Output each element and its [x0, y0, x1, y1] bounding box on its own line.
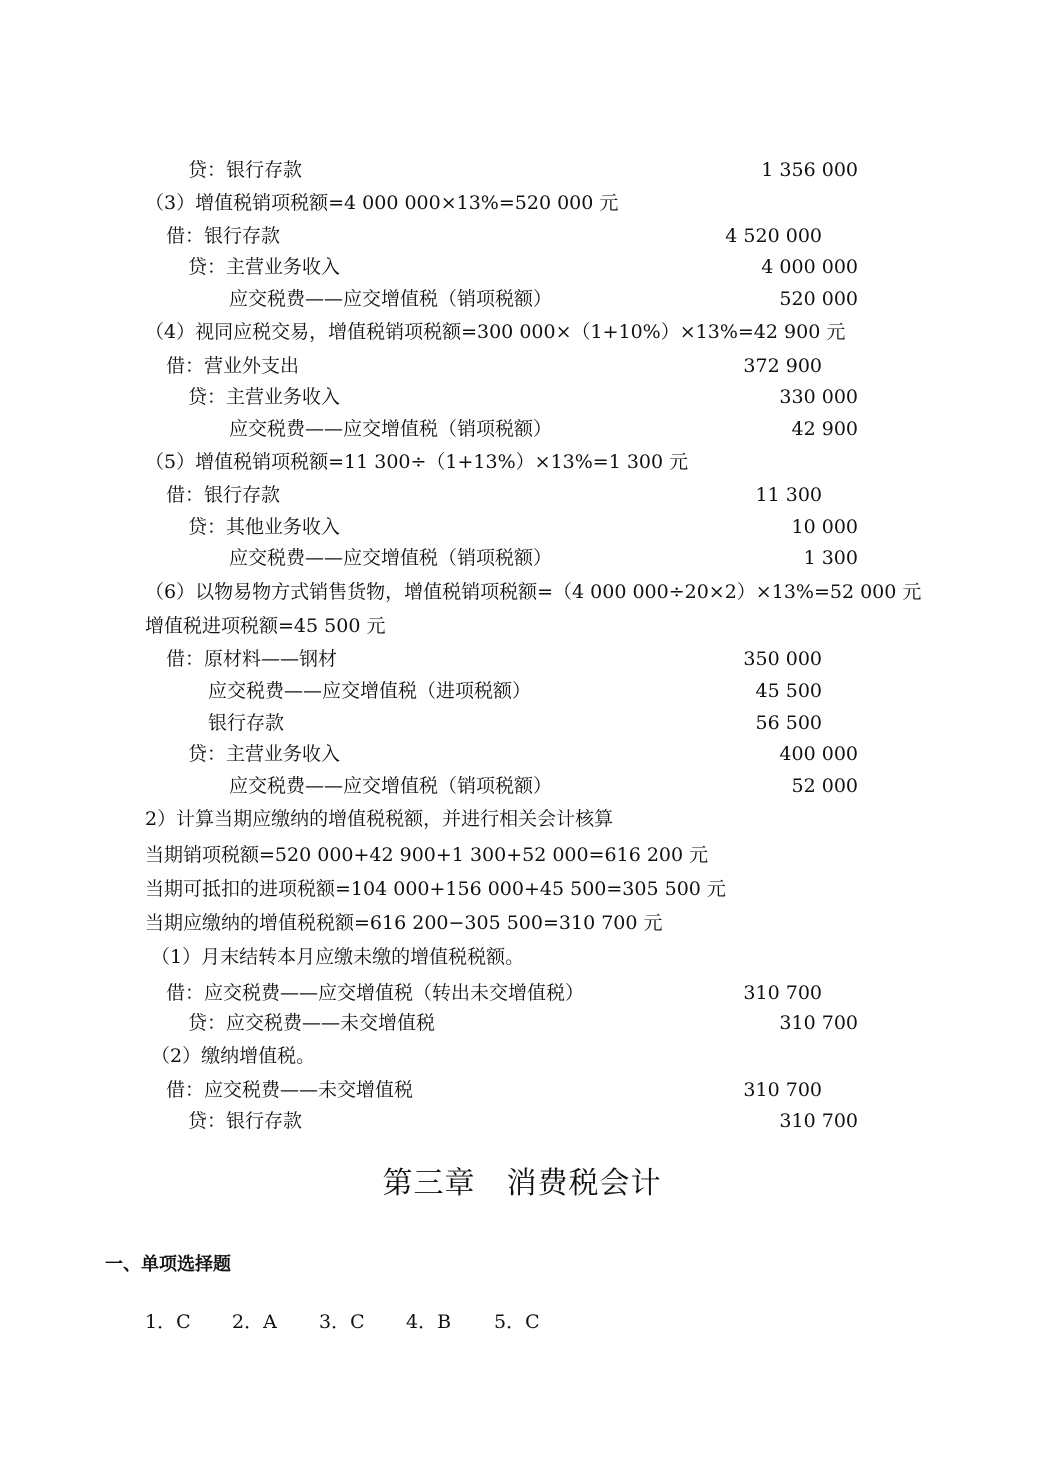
credit-amount: 10 000: [791, 516, 858, 538]
calc-output-tax-3: （3）增值税销项税额=4 000 000×13%=520 000 元: [145, 192, 619, 214]
credit-amount: 52 000: [791, 775, 858, 797]
entry-credit-main-revenue: 贷：主营业务收入: [188, 256, 341, 278]
entry-credit-output-vat: 应交税费——应交增值税（销项税额）: [229, 418, 553, 440]
calc-input-tax: 增值税进项税额=45 500 元: [145, 615, 386, 637]
entry-credit-output-vat: 应交税费——应交增值税（销项税额）: [229, 547, 553, 569]
entry-credit-output-vat: 应交税费——应交增值税（销项税额）: [229, 775, 553, 797]
step-pay-vat: （2）缴纳增值税。: [151, 1045, 316, 1067]
debit-amount: 310 700: [743, 982, 822, 1004]
section-title: 一、单项选择题: [105, 1254, 231, 1275]
answer-item: 4．B: [406, 1311, 452, 1333]
entry-credit-main-revenue: 贷：主营业务收入: [188, 743, 341, 765]
chapter-title: 第三章 消费税会计: [382, 1166, 662, 1201]
entry-debit-bank-deposit: 借：银行存款: [166, 225, 281, 247]
entry-credit-bank-deposit: 贷：银行存款: [188, 1110, 303, 1132]
entry-credit-main-revenue: 贷：主营业务收入: [188, 386, 341, 408]
credit-amount: 1 300: [803, 547, 858, 569]
debit-amount: 45 500: [755, 680, 822, 702]
entry-debit-raw-material: 借：原材料——钢材: [166, 648, 338, 670]
entry-credit-bank-deposit: 贷：银行存款: [188, 159, 303, 181]
calc-period-input-tax: 当期可抵扣的进项税额=104 000+156 000+45 500=305 500 元: [145, 878, 726, 900]
entry-debit-bank-deposit: 借：银行存款: [166, 484, 281, 506]
credit-amount: 1 356 000: [761, 159, 858, 181]
step-transfer-unpaid-vat: （1）月末结转本月应缴未缴的增值税税额。: [151, 946, 525, 968]
credit-amount: 330 000: [779, 386, 858, 408]
calc-period-output-tax: 当期销项税额=520 000+42 900+1 300+52 000=616 200 元: [145, 844, 709, 866]
answer-item: 5．C: [494, 1311, 540, 1333]
answer-item: 2．A: [232, 1311, 277, 1333]
calc-output-tax-4: （4）视同应税交易，增值税销项税额=300 000×（1+10%）×13%=42 900 元: [145, 321, 846, 343]
entry-credit-other-revenue: 贷：其他业务收入: [188, 516, 341, 538]
credit-amount: 310 700: [779, 1110, 858, 1132]
entry-credit-unpaid-vat: 贷：应交税费——未交增值税: [188, 1012, 436, 1034]
credit-amount: 400 000: [779, 743, 858, 765]
answer-item: 1．C: [145, 1311, 191, 1333]
debit-amount: 11 300: [755, 484, 822, 506]
calc-period-payable-tax: 当期应缴纳的增值税税额=616 200−305 500=310 700 元: [145, 912, 663, 934]
credit-amount: 4 000 000: [761, 256, 858, 278]
credit-amount: 520 000: [779, 288, 858, 310]
entry-debit-non-operating-expense: 借：营业外支出: [166, 355, 300, 377]
debit-amount: 372 900: [743, 355, 822, 377]
entry-debit-unpaid-vat: 借：应交税费——未交增值税: [166, 1079, 414, 1101]
entry-debit-transfer-out-vat: 借：应交税费——应交增值税（转出未交增值税）: [166, 982, 585, 1004]
step-heading-2: 2）计算当期应缴纳的增值税税额，并进行相关会计核算: [145, 808, 614, 830]
entry-debit-input-vat: 应交税费——应交增值税（进项税额）: [208, 680, 532, 702]
entry-debit-bank-deposit: 银行存款: [208, 712, 285, 734]
calc-output-tax-6: （6）以物易物方式销售货物，增值税销项税额=（4 000 000÷20×2）×13%=52 000 元: [145, 581, 922, 603]
entry-credit-output-vat: 应交税费——应交增值税（销项税额）: [229, 288, 553, 310]
credit-amount: 42 900: [791, 418, 858, 440]
calc-output-tax-5: （5）增值税销项税额=11 300÷（1+13%）×13%=1 300 元: [145, 451, 689, 473]
debit-amount: 56 500: [755, 712, 822, 734]
credit-amount: 310 700: [779, 1012, 858, 1034]
answer-item: 3．C: [319, 1311, 365, 1333]
debit-amount: 310 700: [743, 1079, 822, 1101]
debit-amount: 350 000: [743, 648, 822, 670]
debit-amount: 4 520 000: [725, 225, 822, 247]
